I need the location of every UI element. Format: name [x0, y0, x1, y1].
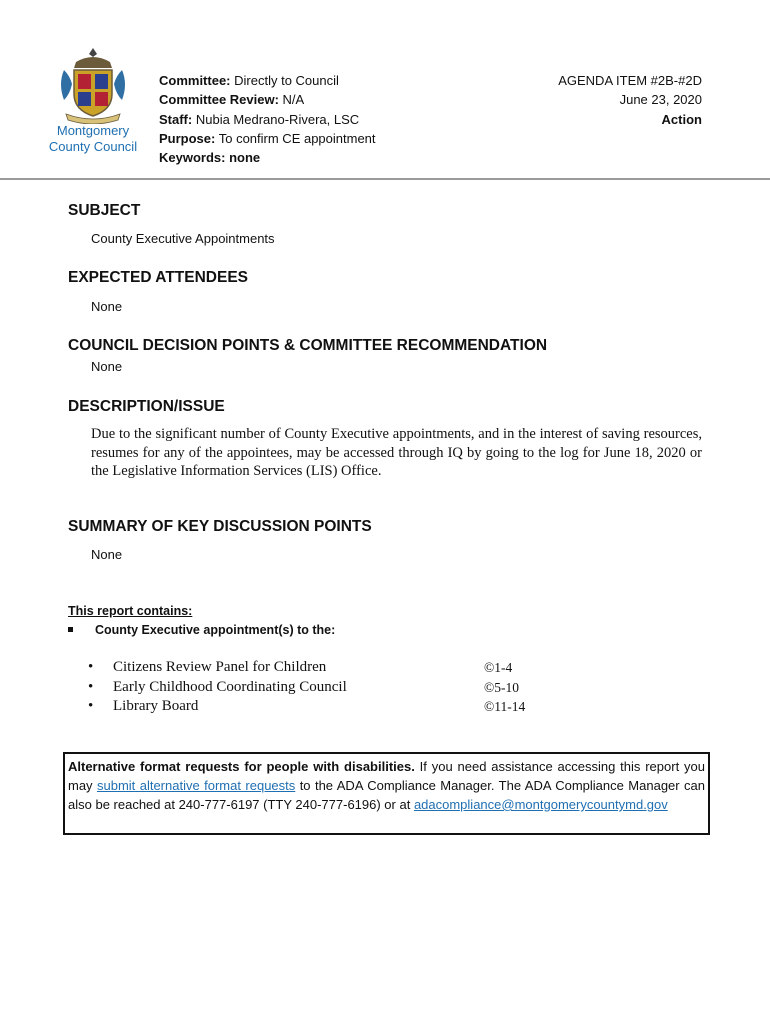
review-row: [159, 90, 376, 109]
list-item-pages: ©5-10: [484, 680, 520, 695]
staff-label: Staff:: [159, 111, 193, 127]
review-value: N/A: [282, 92, 305, 108]
list-item-name: Early Childhood Coordinating Council: [113, 679, 347, 695]
summary-text: None: [91, 547, 123, 562]
committee-row: [159, 71, 376, 90]
list-item-name: Citizens Review Panel for Children: [113, 659, 327, 675]
purpose-value: To confirm CE appointment: [218, 130, 376, 146]
county-seal-icon: [56, 44, 130, 124]
purpose-row: [159, 129, 376, 148]
bullet-icon: •: [88, 698, 94, 714]
accessibility-notice: [63, 752, 710, 835]
bullet-icon: •: [88, 659, 94, 675]
keywords-value: none: [229, 150, 261, 166]
summary-heading: SUMMARY OF KEY DISCUSSION POINTS: [68, 518, 372, 535]
agenda-block: [558, 71, 702, 129]
purpose-label: Purpose:: [159, 130, 216, 146]
report-contents-item: [68, 623, 335, 637]
committee-value: Directly to Council: [234, 73, 339, 88]
review-label: Committee Review:: [159, 92, 279, 108]
list-item-pages: ©1-4: [484, 660, 513, 675]
description-text: Due to the significant number of County Executive appointments, and in the interest of saving resources, resumes for any of the appointees, may be accessed through IQ by going to the log for June 18, 2020 or the Legislative Information Services (LIS) Office.: [91, 426, 702, 479]
committee-label: Committee:: [159, 73, 231, 88]
header-divider: [0, 178, 770, 180]
keywords-label: Keywords:: [159, 150, 226, 166]
notice-text-2: to the ADA Compliance Manager. The ADA Compliance Manager can also be reached at 240-777-6197 (TTY 240-777-6196) or at: [68, 778, 706, 812]
decision-heading: COUNCIL DECISION POINTS & COMMITTEE RECOMMENDATION: [68, 337, 548, 354]
report-contents-title: This report contains:: [68, 604, 193, 618]
report-contents-item-label: County Executive appointment(s) to the:: [95, 623, 336, 637]
keywords-row: [159, 148, 376, 167]
organization-name: [40, 123, 146, 155]
decision-text: None: [91, 359, 123, 374]
list-item-pages: ©11-14: [484, 699, 526, 714]
subject-heading: SUBJECT: [68, 202, 141, 219]
staff-row: [159, 110, 376, 129]
square-bullet-icon: [68, 627, 73, 632]
memo-metadata: [159, 71, 376, 167]
alternative-format-link[interactable]: submit alternative format requests: [97, 778, 296, 793]
agenda-date: June 23, 2020: [619, 92, 702, 108]
staff-value: Nubia Medrano-Rivera, LSC: [195, 111, 360, 127]
ada-email-link[interactable]: adacompliance@montgomerycountymd.gov: [413, 797, 668, 812]
notice-text-1: If you need assistance accessing this report you may: [68, 759, 705, 793]
description-heading: DESCRIPTION/ISSUE: [68, 398, 225, 415]
list-item: [88, 659, 326, 676]
bullet-icon: •: [88, 679, 94, 695]
attendees-heading: EXPECTED ATTENDEES: [68, 269, 248, 286]
list-item: [88, 698, 198, 715]
list-item-name: Library Board: [113, 698, 199, 714]
list-item: [88, 679, 347, 696]
notice-bold: Alternative format requests for people with disabilities.: [68, 759, 415, 774]
org-line-1: Montgomery: [56, 123, 130, 138]
agenda-action: Action: [661, 111, 702, 127]
attendees-text: None: [91, 299, 123, 314]
agenda-item: AGENDA ITEM #2B-#2D: [558, 73, 702, 88]
org-line-2: County Council: [48, 139, 138, 154]
subject-text: County Executive Appointments: [91, 231, 275, 246]
